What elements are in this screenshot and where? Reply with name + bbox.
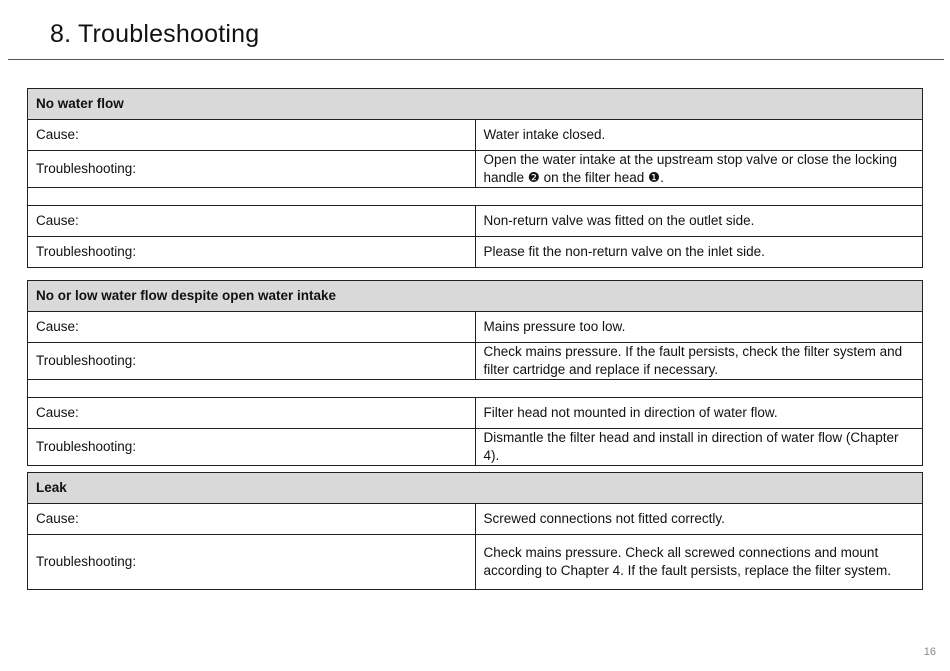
troubleshooting-label: Troubleshooting: xyxy=(28,237,476,268)
cause-label: Cause: xyxy=(28,312,476,343)
troubleshooting-label: Troubleshooting: xyxy=(28,429,476,466)
cause-text: Non-return valve was fitted on the outlet side. xyxy=(475,206,923,237)
troubleshooting-text: Please fit the non-return valve on the inlet side. xyxy=(475,237,923,268)
troubleshooting-table-low-water-flow xyxy=(27,280,923,466)
cause-text: Screwed connections not fitted correctly. xyxy=(475,504,923,535)
title-divider xyxy=(8,59,944,60)
troubleshooting-text: Dismantle the filter head and install in direction of water flow (Chapter 4). xyxy=(475,429,923,466)
row-spacer xyxy=(28,380,923,398)
troubleshooting-label: Troubleshooting: xyxy=(28,343,476,380)
troubleshooting-text: Open the water intake at the upstream stop valve or close the locking handle ❷ on the filter head ❶. xyxy=(475,151,923,188)
cause-text: Mains pressure too low. xyxy=(475,312,923,343)
page-title: 8. Troubleshooting xyxy=(50,20,260,48)
cause-label: Cause: xyxy=(28,398,476,429)
section-header: Leak xyxy=(28,473,923,504)
cause-label: Cause: xyxy=(28,504,476,535)
cause-text: Water intake closed. xyxy=(475,120,923,151)
cause-label: Cause: xyxy=(28,206,476,237)
troubleshooting-table-leak xyxy=(27,472,923,590)
troubleshooting-table-no-water-flow xyxy=(27,88,923,268)
section-header: No or low water flow despite open water intake xyxy=(28,281,923,312)
troubleshooting-label: Troubleshooting: xyxy=(28,535,476,590)
troubleshooting-label: Troubleshooting: xyxy=(28,151,476,188)
troubleshooting-text: Check mains pressure. Check all screwed connections and mount according to Chapter 4. If the fault persists, replace the filter system. xyxy=(475,535,923,590)
cause-label: Cause: xyxy=(28,120,476,151)
row-spacer xyxy=(28,188,923,206)
troubleshooting-text: Check mains pressure. If the fault persists, check the filter system and filter cartridge and replace if necessary. xyxy=(475,343,923,380)
page-number: 16 xyxy=(923,646,936,658)
cause-text: Filter head not mounted in direction of water flow. xyxy=(475,398,923,429)
section-header: No water flow xyxy=(28,89,923,120)
